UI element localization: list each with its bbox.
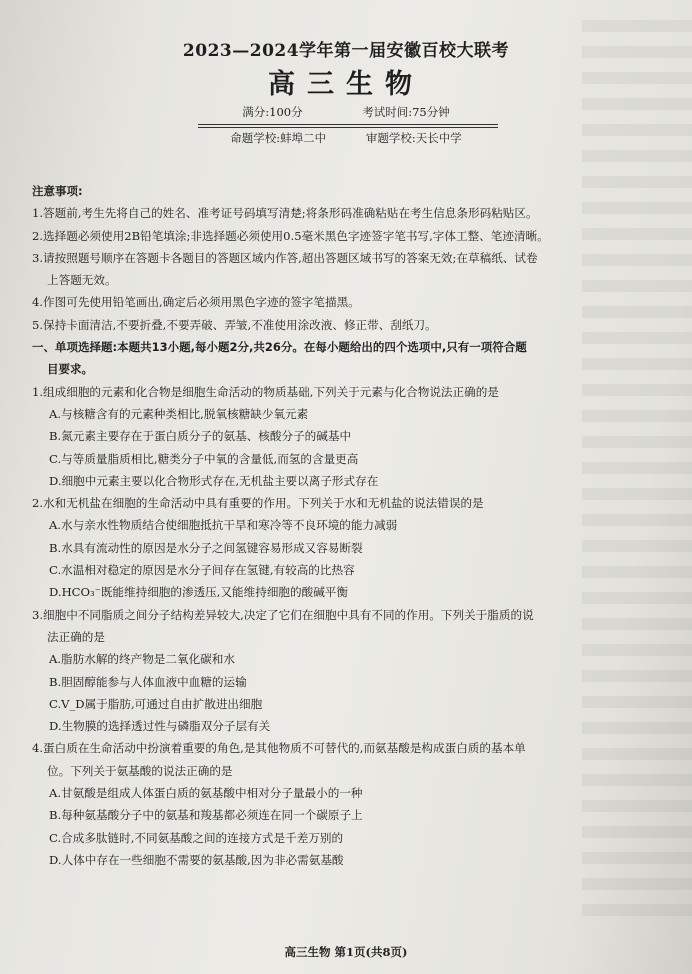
subject-title: 高三生物 bbox=[268, 69, 424, 100]
divider-bottom bbox=[198, 127, 498, 128]
question-option: C.与等质量脂质相比,糖类分子中氧的含量低,而氢的含量更高 bbox=[49, 451, 359, 466]
question-stem: 4.蛋白质在生命活动中扮演着重要的角色,是其他物质不可替代的,而氨基酸是构成蛋白质的基本单 bbox=[32, 741, 526, 756]
question-option: C.V_D属于脂肪,可通过自由扩散进出细胞 bbox=[49, 696, 263, 711]
exam-time: 考试时间:75分钟 bbox=[362, 105, 450, 119]
note-item: 上答题无效。 bbox=[47, 273, 117, 288]
question-option: D.生物膜的选择透过性与磷脂双分子层有关 bbox=[49, 719, 271, 734]
note-item: 2.选择题必须使用2B铅笔填涂;非选择题必须使用0.5毫米黑色字迹签字笔书写,字体工整、笔迹清晰。 bbox=[32, 228, 549, 243]
page-footer: 高三生物 第1页(共8页) bbox=[284, 945, 408, 959]
notes-title: 注意事项: bbox=[32, 184, 83, 198]
question-stem: 1.组成细胞的元素和化合物是细胞生命活动的物质基础,下列关于元素与化合物说法正确的是 bbox=[32, 384, 499, 399]
question-option: D.细胞中元素主要以化合物形式存在,无机盐主要以离子形式存在 bbox=[49, 473, 379, 488]
divider-top bbox=[198, 124, 498, 125]
setter-school: 命题学校:蚌埠二中 bbox=[230, 131, 327, 145]
note-item: 4.作图可先使用铅笔画出,确定后必须用黑色字迹的签字笔描黑。 bbox=[32, 295, 360, 310]
question-option: C.水温相对稳定的原因是水分子间存在氢键,有较高的比热容 bbox=[49, 563, 355, 578]
question-option: C.合成多肽链时,不同氨基酸之间的连接方式是千差万别的 bbox=[49, 830, 344, 845]
question-option: A.与核糖含有的元素种类相比,脱氧核糖缺少氧元素 bbox=[49, 406, 309, 421]
note-item: 5.保持卡面清洁,不要折叠,不要弄破、弄皱,不准使用涂改液、修正带、刮纸刀。 bbox=[32, 317, 437, 332]
note-item: 3.请按照题号顺序在答题卡各题目的答题区域内作答,超出答题区域书写的答案无效;在草稿纸、试卷 bbox=[32, 250, 538, 265]
school-info bbox=[0, 130, 692, 146]
question-stem: 3.细胞中不同脂质之间分子结构差异较大,决定了它们在细胞中具有不同的作用。下列关于脂质的说 bbox=[32, 607, 534, 622]
question-option: A.脂肪水解的终产物是二氧化碳和水 bbox=[49, 652, 235, 667]
question-option: A.甘氨酸是组成人体蛋白质的氨基酸中相对分子量最小的一种 bbox=[49, 786, 363, 801]
question-option: D.HCO₃⁻既能维持细胞的渗透压,又能维持细胞的酸碱平衡 bbox=[49, 585, 348, 600]
section-heading: 一、单项选择题:本题共13小题,每小题2分,共26分。在每小题给出的四个选项中,只有一项符合题 bbox=[32, 340, 527, 355]
exam-content bbox=[32, 180, 672, 871]
exam-title: 2023—2024学年第一届安徽百校大联考 bbox=[182, 41, 510, 61]
question-stem-cont: 位。下列关于氨基酸的说法正确的是 bbox=[47, 763, 233, 778]
exam-meta bbox=[0, 104, 692, 120]
question-option: B.胆固醇能参与人体血液中血糖的运输 bbox=[49, 674, 247, 689]
full-score: 满分:100分 bbox=[242, 105, 303, 119]
reviewer-school: 审题学校:天长中学 bbox=[365, 131, 462, 145]
question-option: B.水具有流动性的原因是水分子之间氢键容易形成又容易断裂 bbox=[49, 540, 363, 555]
section-heading-cont: 目要求。 bbox=[47, 362, 93, 377]
question-option: B.每种氨基酸分子中的氨基和羧基都必须连在同一个碳原子上 bbox=[49, 808, 363, 823]
question-option: A.水与亲水性物质结合使细胞抵抗干旱和寒冷等不良环境的能力减弱 bbox=[49, 518, 398, 533]
question-stem: 2.水和无机盐在细胞的生命活动中具有重要的作用。下列关于水和无机盐的说法错误的是 bbox=[32, 496, 484, 511]
question-option: B.氮元素主要存在于蛋白质分子的氨基、核酸分子的碱基中 bbox=[49, 429, 352, 444]
question-stem-cont: 法正确的是 bbox=[47, 629, 105, 644]
note-item: 1.答题前,考生先将自己的姓名、准考证号码填写清楚;将条形码准确粘贴在考生信息条形码粘贴区。 bbox=[32, 206, 538, 221]
question-option: D.人体中存在一些细胞不需要的氨基酸,因为非必需氨基酸 bbox=[49, 852, 344, 867]
